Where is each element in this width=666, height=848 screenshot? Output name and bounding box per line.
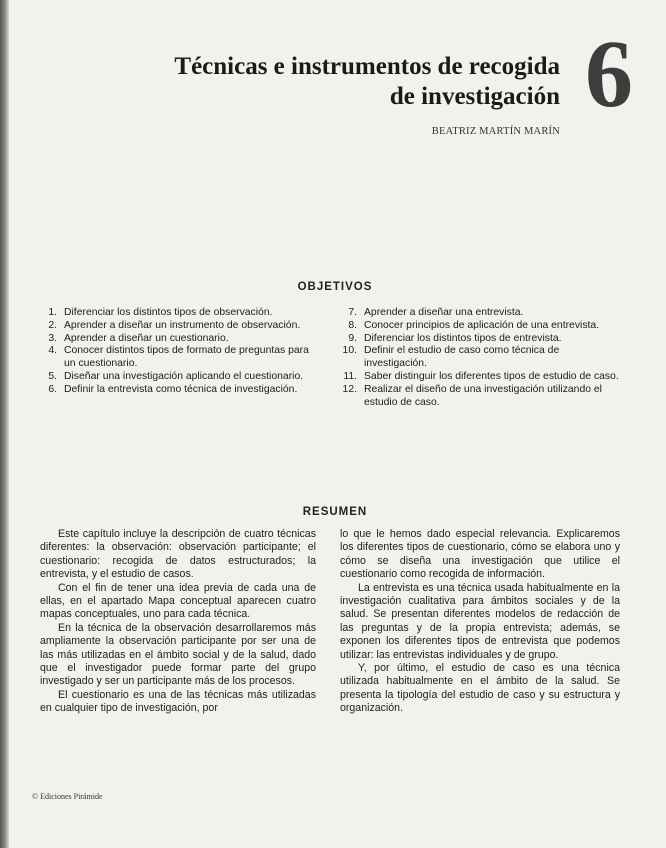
summary-paragraph: En la técnica de la observación desarrollaremos más ampliamente la observación participante por ser una de las más utilizadas en el ámbito social y de la salud, dado que el investigador puede formar parte del grupo investigado y ser un participante más de los procesos. xyxy=(40,621,316,688)
objective-number: 7. xyxy=(348,307,357,318)
objective-number: 12. xyxy=(342,383,357,395)
objective-number: 5. xyxy=(48,370,57,382)
summary-paragraph: Y, por último, el estudio de caso es una técnica utilizada habitualmente en el ámbito de la salud. Se presenta la tipología del estudio de caso y su estructura y organización. xyxy=(340,662,620,715)
objective-text: Conocer principios de aplicación de una entrevista. xyxy=(364,319,600,331)
objective-item xyxy=(40,320,310,333)
objective-item xyxy=(340,345,620,371)
objective-text: Aprender a diseñar un cuestionario. xyxy=(64,332,229,344)
objective-text: Diseñar una investigación aplicando el cuestionario. xyxy=(64,370,304,382)
objective-item xyxy=(40,307,310,320)
summary-paragraph-continuation: lo que le hemos dado especial relevancia. Explicaremos los diferentes tipos de cuestionario, cómo se elabora uno y cómo se diseña una investigación que utilice el cuestionario como recogida de información. xyxy=(340,528,620,581)
summary-column-right xyxy=(340,528,620,716)
objectives-list-right xyxy=(340,307,620,409)
objective-number: 4. xyxy=(48,345,57,357)
summary-paragraph: Con el fin de tener una idea previa de cada una de ellas, en el apartado Mapa conceptual aparecen cuatro mapas conceptuales, uno para cada técnica. xyxy=(40,581,316,621)
chapter-title-line-1: Técnicas e instrumentos de recogida xyxy=(174,53,560,80)
objective-item xyxy=(40,371,310,384)
objective-text: Definir el estudio de caso como técnica de investigación. xyxy=(364,345,560,370)
summary-paragraph: La entrevista es una técnica usada habitualmente en la investigación cualitativa para ámbitos sociales y de la salud. Se presentan diferentes modelos de redacción de las preguntas y de la propia entrevista; además, se exponen los diferentes tipos de entrevista que podemos utilizar: las entrevistas individuales y de grupo. xyxy=(340,581,620,661)
chapter-number: 6 xyxy=(585,20,633,127)
publisher-footer: © Ediciones Pirámide xyxy=(32,792,103,801)
objectives-list-left xyxy=(40,307,310,397)
objective-item xyxy=(340,320,620,333)
objective-item xyxy=(40,333,310,346)
chapter-title xyxy=(90,52,560,112)
objective-number: 11. xyxy=(343,370,357,382)
objective-number: 6. xyxy=(48,383,57,395)
objective-number: 2. xyxy=(48,319,57,331)
objective-text: Aprender a diseñar un instrumento de observación. xyxy=(64,319,301,331)
objective-text: Aprender a diseñar una entrevista. xyxy=(364,307,524,318)
objective-text: Diferenciar los distintos tipos de entrevista. xyxy=(364,332,562,344)
objective-text: Conocer distintos tipos de formato de preguntas para un cuestionario. xyxy=(64,345,309,370)
objective-number: 10. xyxy=(342,345,357,357)
objective-number: 3. xyxy=(48,332,57,344)
objective-text: Realizar el diseño de una investigación utilizando el estudio de caso. xyxy=(364,383,602,408)
summary-paragraph: El cuestionario es una de las técnicas más utilizadas en cualquier tipo de investigación, por xyxy=(40,688,316,715)
summary-column-left xyxy=(40,528,316,716)
objective-number: 8. xyxy=(348,319,357,331)
objective-item xyxy=(340,307,620,320)
objective-text: Definir la entrevista como técnica de investigación. xyxy=(64,383,298,395)
objective-item xyxy=(340,333,620,346)
summary-heading: RESUMEN xyxy=(302,506,368,518)
objective-item xyxy=(40,345,310,371)
summary-paragraph: Este capítulo incluye la descripción de cuatro técnicas diferentes: la observación: observación participante; el cuestionario: recogida de datos estructurados; la entrevista, y el estudio de casos. xyxy=(40,528,316,581)
chapter-author: BEATRIZ MARTÍN MARÍN xyxy=(431,126,560,137)
objective-item xyxy=(340,371,620,384)
objective-text: Saber distinguir los diferentes tipos de estudio de caso. xyxy=(364,370,619,382)
objective-number: 1. xyxy=(48,307,57,318)
objective-number: 9. xyxy=(348,332,357,344)
objective-item xyxy=(340,384,620,410)
objectives-heading: OBJETIVOS xyxy=(297,281,373,293)
scan-edge xyxy=(0,0,9,848)
chapter-title-line-2: de investigación xyxy=(389,83,560,110)
objective-text: Diferenciar los distintos tipos de observación. xyxy=(64,307,273,318)
objective-item xyxy=(40,384,310,397)
